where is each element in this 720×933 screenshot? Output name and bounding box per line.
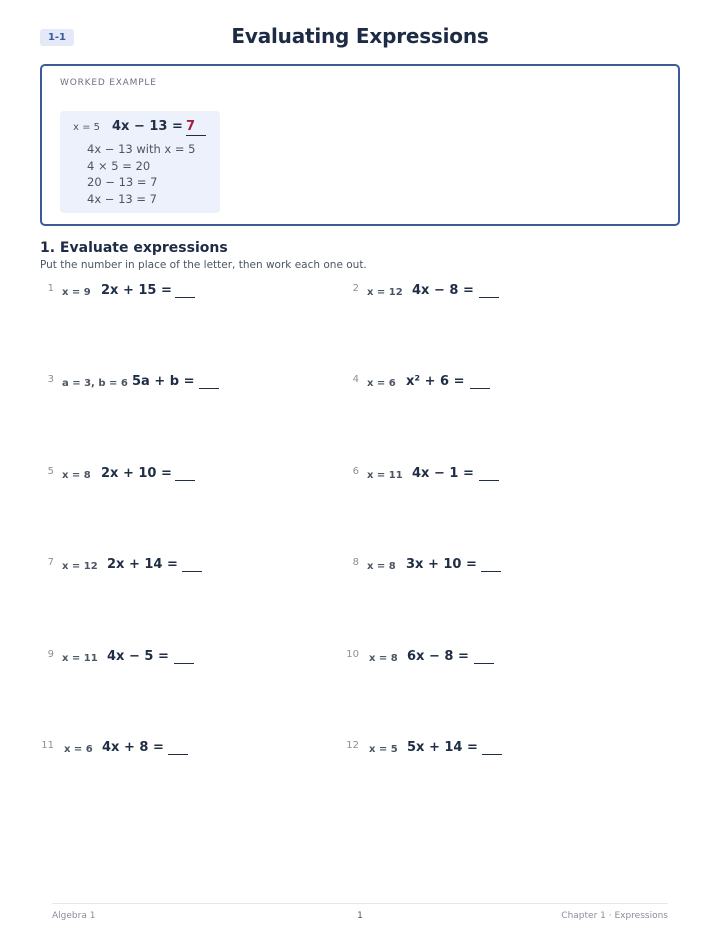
problem-number: 4: [352, 374, 359, 385]
problem-expression: 2x + 15 =: [101, 283, 172, 298]
worked-example-step: 20 − 13 = 7: [87, 175, 158, 189]
lesson-badge: 1-1: [40, 29, 74, 46]
worked-example-step: 4x − 13 = 7: [87, 191, 157, 206]
worked-example-step: 4x − 13 with x = 5: [87, 142, 196, 156]
problem-number: 8: [352, 557, 359, 568]
problem-variable: x = 12: [62, 561, 98, 572]
footer-course: Algebra 1: [52, 911, 96, 921]
footer-page-number: 1: [357, 911, 363, 921]
problem-expression: 6x − 8 =: [407, 649, 469, 664]
worked-example-expression: 4x − 13 =: [112, 119, 183, 134]
problem-number: 12: [346, 740, 359, 751]
problem-number: 1: [47, 283, 54, 294]
problem-expression: 2x + 10 =: [101, 466, 172, 481]
problem-variable: x = 11: [62, 653, 98, 664]
worked-example-box: [40, 64, 680, 226]
problem-number: 10: [346, 649, 359, 660]
answer-blank[interactable]: [470, 388, 490, 389]
answer-blank[interactable]: [175, 297, 195, 298]
problem-variable: x = 11: [367, 470, 403, 481]
answer-blank[interactable]: [199, 388, 219, 389]
problem-number: 11: [41, 740, 54, 751]
worked-example-step: 4 × 5 = 20: [87, 158, 151, 173]
problem-expression: 4x − 5 =: [107, 649, 169, 664]
answer-blank[interactable]: [174, 663, 194, 664]
answer-blank[interactable]: [479, 480, 499, 481]
problem-expression: x² + 6 =: [406, 374, 465, 389]
problem-expression: 2x + 14 =: [107, 557, 178, 572]
problem-variable: x = 9: [62, 287, 91, 298]
problem-variable: x = 8: [62, 470, 91, 481]
worked-example-label: WORKED EXAMPLE: [60, 78, 157, 88]
problem-variable: x = 12: [367, 287, 403, 298]
page-title: Evaluating Expressions: [231, 24, 489, 48]
problem-variable: x = 8: [369, 653, 398, 664]
footer-chapter: Chapter 1 · Expressions: [561, 911, 668, 921]
problem-expression: 5x + 14 =: [407, 740, 478, 755]
problem-variable: x = 6: [64, 744, 93, 755]
problem-expression: 4x + 8 =: [102, 740, 164, 755]
section-instructions: Put the number in place of the letter, then work each one out.: [40, 259, 367, 271]
problem-variable: x = 5: [369, 744, 398, 755]
answer-blank[interactable]: [175, 480, 195, 481]
section-title: 1. Evaluate expressions: [40, 240, 228, 256]
problem-variable: x = 6: [367, 378, 396, 389]
worked-example-card: [60, 111, 220, 213]
answer-blank[interactable]: [474, 663, 494, 664]
problem-number: 7: [47, 557, 54, 568]
answer-blank[interactable]: [168, 754, 188, 755]
problem-number: 5: [47, 466, 54, 477]
problem-expression: 4x − 8 =: [412, 283, 474, 298]
answer-blank[interactable]: [482, 754, 502, 755]
worked-example-steps: [87, 141, 195, 207]
problem-number: 2: [352, 283, 359, 294]
problem-expression: 3x + 10 =: [406, 557, 477, 572]
problem-number: 3: [47, 374, 54, 385]
answer-blank[interactable]: [479, 297, 499, 298]
problem-number: 9: [47, 649, 54, 660]
problem-expression: 5a + b =: [132, 374, 195, 389]
footer-divider: [52, 903, 668, 904]
answer-blank[interactable]: [481, 571, 501, 572]
problem-number: 6: [352, 466, 359, 477]
problem-variable: x = 8: [367, 561, 396, 572]
worked-example-answer: 7: [186, 119, 206, 136]
answer-blank[interactable]: [182, 571, 202, 572]
problem-variable: a = 3, b = 6: [62, 378, 128, 389]
problem-expression: 4x − 1 =: [412, 466, 474, 481]
worked-example-variable: x = 5: [73, 122, 101, 133]
